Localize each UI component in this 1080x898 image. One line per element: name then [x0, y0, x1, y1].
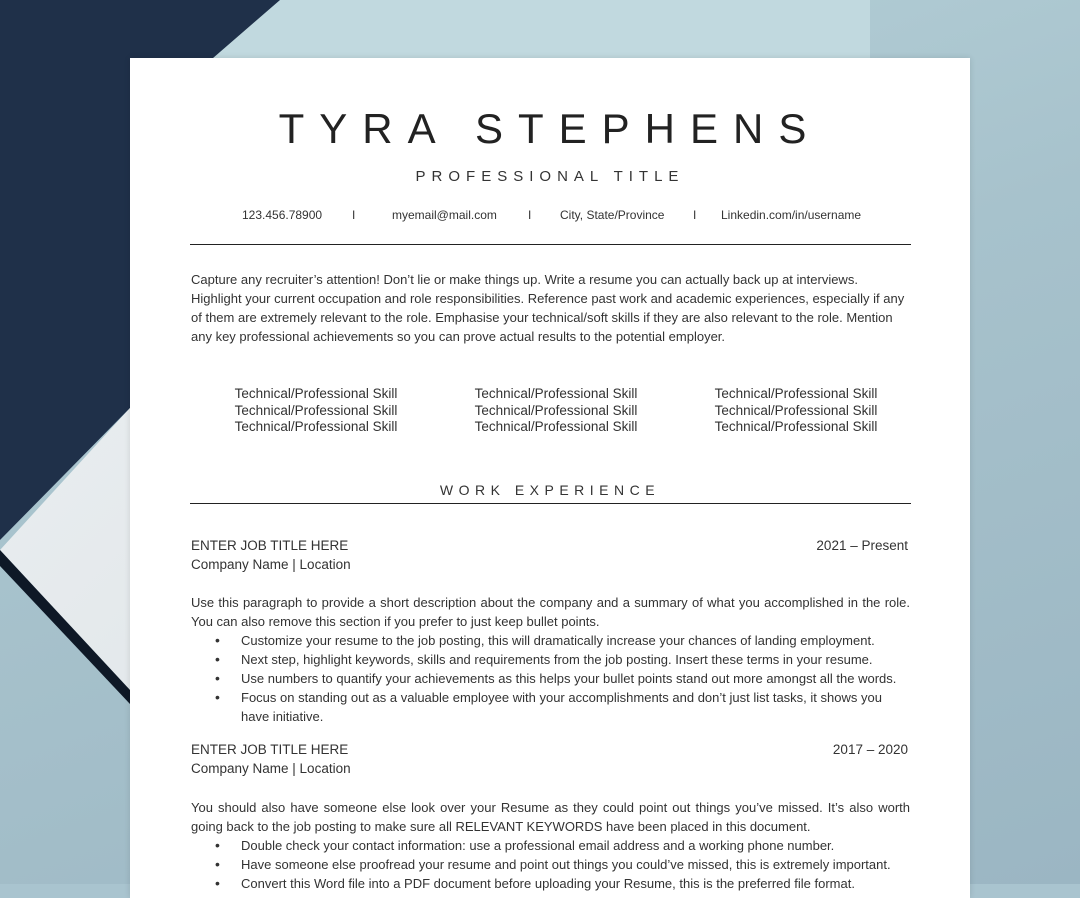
contact-separator: I — [352, 208, 356, 222]
work-experience-heading: WORK EXPERIENCE — [439, 482, 661, 498]
list-item: • Focus on standing out as a valuable employee with your accomplishments and don’t just list tasks, it shows you have initiative. — [191, 688, 910, 726]
list-item: • Use numbers to quantify your achievements as this helps your bullet points stand out more amongst all the words. — [191, 669, 910, 688]
job-company: Company Name | Location — [191, 761, 351, 776]
list-item: • Next step, highlight keywords, skills and requirements from the job posting. Insert these terms in your resume. — [191, 650, 910, 669]
skill-item: Technical/Professional Skill — [474, 402, 638, 418]
job-description: Use this paragraph to provide a short description about the company and a summary of what you accomplished in the role. You can also remove this section if you prefer to just keep bullet points. — [191, 595, 910, 629]
contact-phone: 123.456.78900 — [242, 208, 323, 222]
header-divider — [190, 244, 911, 245]
contact-email: myemail@mail.com — [392, 208, 497, 222]
contact-bar — [130, 208, 970, 224]
job-company: Company Name | Location — [191, 557, 351, 572]
contact-location: City, State/Province — [560, 208, 665, 222]
professional-title: PROFESSIONAL TITLE — [415, 168, 685, 185]
skills-column — [206, 386, 426, 436]
list-item: • Have someone else proofread your resume and point out things you could’ve missed, this is extremely important. — [191, 855, 910, 874]
skill-item: Technical/Professional Skill — [234, 386, 398, 401]
job-description: You should also have someone else look over your Resume as they could point out things you’ve missed. It’s also worth going back to the job posting to make sure all RELEVANT KEYWORDS have been placed in this document. — [191, 800, 910, 834]
skill-item: Technical/Professional Skill — [714, 419, 878, 434]
skill-item: Technical/Professional Skill — [714, 402, 878, 418]
candidate-name: TYRA STEPHENS — [278, 105, 822, 152]
list-item: • Double check your contact information: use a professional email address and a working phone number. — [191, 836, 910, 855]
job-bullet-list — [191, 836, 910, 893]
skill-item: Technical/Professional Skill — [234, 402, 398, 418]
skill-item: Technical/Professional Skill — [474, 419, 638, 434]
list-item: • Customize your resume to the job posting, this will dramatically increase your chances of landing employment. — [191, 631, 910, 650]
skill-item: Technical/Professional Skill — [474, 386, 638, 401]
list-item: • Convert this Word file into a PDF document before uploading your Resume, this is the preferred file format. — [191, 874, 910, 893]
skills-column — [446, 386, 666, 436]
resume-sheet — [130, 58, 970, 898]
job-title: ENTER JOB TITLE HERE — [191, 742, 349, 757]
skill-item: Technical/Professional Skill — [714, 386, 878, 401]
summary-paragraph: Capture any recruiter’s attention! Don’t lie or make things up. Write a resume you can actually back up at interviews. Highlight your current occupation and role responsibilities. Reference past work and academic experiences, especially if any of them are extremely relevant to the role. Emphasise your technical/soft skills if they are also relevant to the role. Mention any key professional achievements so you can prove actual results to the potential employer. — [191, 272, 905, 344]
contact-separator: I — [693, 208, 697, 222]
job-title: ENTER JOB TITLE HERE — [191, 538, 349, 553]
job-dates: 2017 – 2020 — [832, 742, 908, 757]
skills-column — [686, 386, 906, 436]
skill-item: Technical/Professional Skill — [234, 419, 398, 434]
section-divider — [190, 503, 911, 504]
job-bullet-list — [191, 631, 910, 726]
job-dates: 2021 – Present — [816, 538, 908, 553]
contact-separator: I — [528, 208, 532, 222]
contact-linkedin: Linkedin.com/in/username — [721, 208, 862, 222]
